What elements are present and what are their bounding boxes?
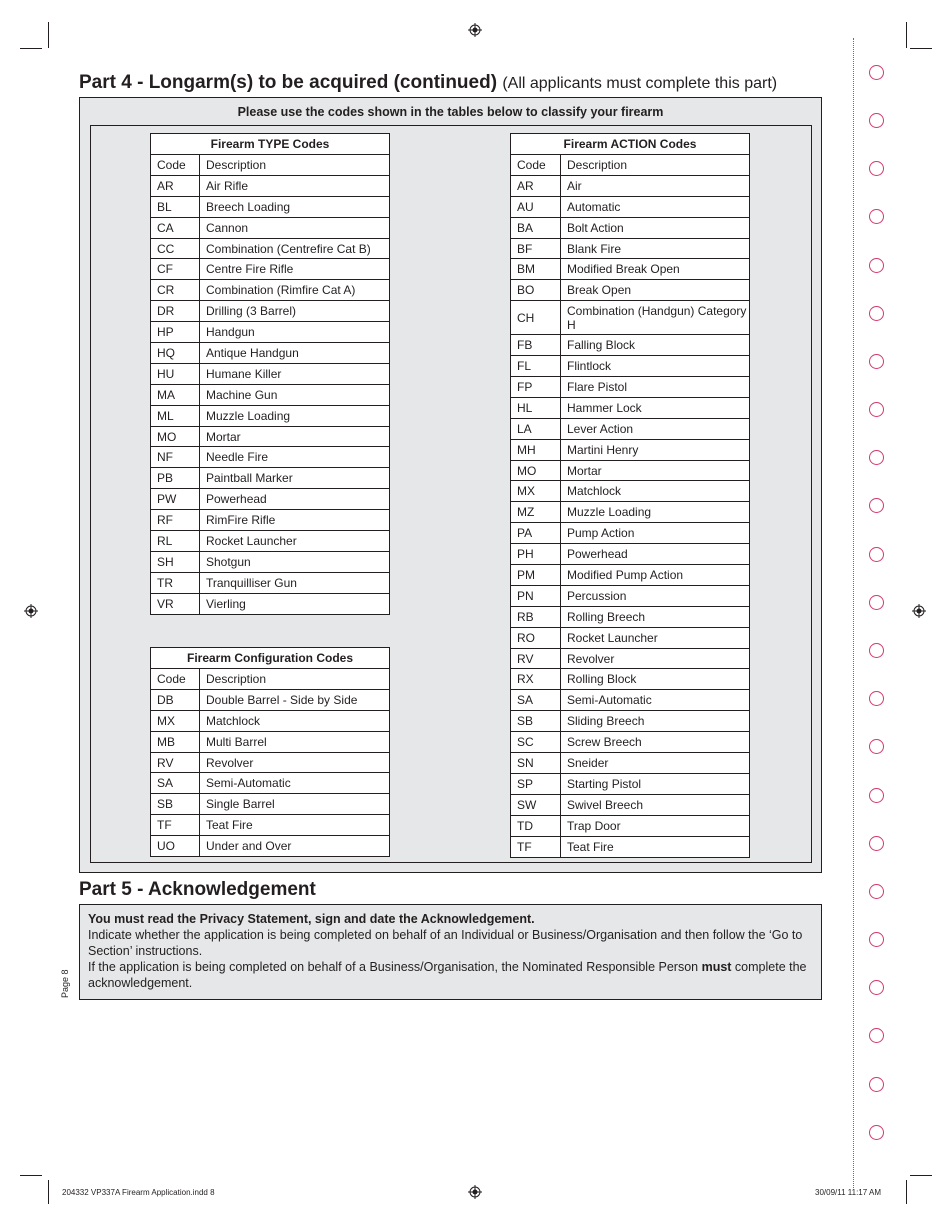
- code-cell: PW: [151, 489, 200, 510]
- privacy-instruction: You must read the Privacy Statement, sign and date the Acknowledgement.: [88, 912, 535, 926]
- description-cell: Handgun: [200, 322, 390, 343]
- description-cell: Breech Loading: [200, 196, 390, 217]
- part5-title: Part 5 - Acknowledgement: [79, 879, 316, 900]
- code-cell: BL: [151, 196, 200, 217]
- code-cell: PB: [151, 468, 200, 489]
- registration-mark-right-icon: [912, 604, 926, 618]
- description-cell: Rolling Breech: [561, 606, 750, 627]
- table-row: [151, 572, 390, 593]
- description-cell: Rocket Launcher: [561, 627, 750, 648]
- code-cell: PH: [511, 544, 561, 565]
- code-cell: UO: [151, 836, 200, 857]
- table-row: [511, 217, 750, 238]
- description-cell: Needle Fire: [200, 447, 390, 468]
- table-row: [511, 259, 750, 280]
- table-row: [151, 489, 390, 510]
- table-row: [151, 689, 390, 710]
- table-row: [511, 627, 750, 648]
- code-cell: RV: [511, 648, 561, 669]
- code-header: Code: [511, 155, 561, 176]
- description-cell: Powerhead: [200, 489, 390, 510]
- table-row: [151, 531, 390, 552]
- description-cell: Swivel Breech: [561, 794, 750, 815]
- table-row: [151, 322, 390, 343]
- description-cell: Screw Breech: [561, 732, 750, 753]
- table-row: [151, 510, 390, 531]
- part4-banner: Please use the codes shown in the tables below to classify your firearm: [237, 105, 664, 119]
- table-row: [511, 753, 750, 774]
- description-cell: Revolver: [200, 752, 390, 773]
- description-cell: Mortar: [200, 426, 390, 447]
- description-cell: Sliding Breech: [561, 711, 750, 732]
- description-cell: Flintlock: [561, 356, 750, 377]
- description-cell: Rocket Launcher: [200, 531, 390, 552]
- table-row: [511, 175, 750, 196]
- table-row: [151, 773, 390, 794]
- table-row: [511, 565, 750, 586]
- table-row: [511, 690, 750, 711]
- code-cell: RF: [151, 510, 200, 531]
- description-cell: Modified Pump Action: [561, 565, 750, 586]
- description-cell: Martini Henry: [561, 439, 750, 460]
- description-cell: Under and Over: [200, 836, 390, 857]
- description-cell: Mortar: [561, 460, 750, 481]
- type-table-title: Firearm TYPE Codes: [151, 134, 390, 155]
- code-cell: MH: [511, 439, 561, 460]
- description-cell: Teat Fire: [561, 836, 750, 857]
- table-row: [151, 426, 390, 447]
- code-cell: RV: [151, 752, 200, 773]
- table-row: [151, 384, 390, 405]
- description-cell: Muzzle Loading: [200, 405, 390, 426]
- firearm-action-codes-table: [510, 133, 750, 858]
- description-cell: Pump Action: [561, 523, 750, 544]
- table-row: [151, 752, 390, 773]
- code-cell: HU: [151, 363, 200, 384]
- table-row: [151, 468, 390, 489]
- table-row: [151, 551, 390, 572]
- table-row: [151, 836, 390, 857]
- description-cell: Powerhead: [561, 544, 750, 565]
- table-row: [511, 648, 750, 669]
- code-cell: SA: [151, 773, 200, 794]
- table-row: [511, 815, 750, 836]
- description-cell: Percussion: [561, 585, 750, 606]
- table-row: [511, 606, 750, 627]
- table-row: [151, 363, 390, 384]
- table-row: [511, 377, 750, 398]
- code-cell: VR: [151, 593, 200, 614]
- code-cell: SB: [151, 794, 200, 815]
- registration-mark-bottom-icon: [468, 1185, 482, 1199]
- code-cell: CF: [151, 259, 200, 280]
- code-cell: HP: [151, 322, 200, 343]
- code-cell: RB: [511, 606, 561, 627]
- description-cell: Multi Barrel: [200, 731, 390, 752]
- code-cell: NF: [151, 447, 200, 468]
- description-cell: Shotgun: [200, 551, 390, 572]
- description-cell: Starting Pistol: [561, 773, 750, 794]
- registration-mark-top-icon: [468, 23, 482, 37]
- table-row: [511, 196, 750, 217]
- table-row: [151, 217, 390, 238]
- code-cell: MO: [151, 426, 200, 447]
- description-cell: Falling Block: [561, 335, 750, 356]
- table-row: [151, 280, 390, 301]
- code-cell: BO: [511, 280, 561, 301]
- code-cell: MO: [511, 460, 561, 481]
- code-cell: DR: [151, 301, 200, 322]
- config-table-title: Firearm Configuration Codes: [151, 648, 390, 669]
- description-cell: Flare Pistol: [561, 377, 750, 398]
- table-row: [151, 593, 390, 614]
- table-row: [151, 259, 390, 280]
- table-row: [511, 523, 750, 544]
- description-header: Description: [561, 155, 750, 176]
- firearm-type-codes-table: [150, 133, 390, 615]
- description-cell: Revolver: [561, 648, 750, 669]
- table-row: [511, 460, 750, 481]
- table-row: [511, 773, 750, 794]
- table-row: [151, 175, 390, 196]
- description-cell: Matchlock: [200, 710, 390, 731]
- slug-filename: 204332 VP337A Firearm Application.indd 8: [62, 1188, 215, 1197]
- code-cell: FB: [511, 335, 561, 356]
- code-cell: MZ: [511, 502, 561, 523]
- table-row: [511, 502, 750, 523]
- description-header: Description: [200, 669, 390, 690]
- description-cell: Air: [561, 175, 750, 196]
- code-header: Code: [151, 669, 200, 690]
- code-cell: ML: [151, 405, 200, 426]
- description-cell: Combination (Centrefire Cat B): [200, 238, 390, 259]
- description-cell: Double Barrel - Side by Side: [200, 689, 390, 710]
- description-cell: Automatic: [561, 196, 750, 217]
- description-cell: Sneider: [561, 753, 750, 774]
- part4-title: Part 4 - Longarm(s) to be acquired (continued) (All applicants must complete this part): [79, 72, 778, 93]
- code-cell: SA: [511, 690, 561, 711]
- applicant-type-instruction: Indicate whether the application is being completed on behalf of an Individual or Business/Organisation and then follow the ‘Go to Section’ instructions.: [88, 928, 803, 958]
- description-cell: Lever Action: [561, 418, 750, 439]
- code-cell: HQ: [151, 343, 200, 364]
- description-cell: Trap Door: [561, 815, 750, 836]
- description-cell: Air Rifle: [200, 175, 390, 196]
- code-cell: BF: [511, 238, 561, 259]
- code-cell: MX: [151, 710, 200, 731]
- code-cell: TR: [151, 572, 200, 593]
- code-cell: AR: [151, 175, 200, 196]
- description-cell: Modified Break Open: [561, 259, 750, 280]
- code-cell: SB: [511, 711, 561, 732]
- code-cell: RL: [151, 531, 200, 552]
- binder-fold-line: [853, 38, 854, 1188]
- code-cell: BM: [511, 259, 561, 280]
- table-row: [151, 794, 390, 815]
- code-cell: TD: [511, 815, 561, 836]
- table-row: [151, 238, 390, 259]
- table-row: [511, 711, 750, 732]
- code-cell: CH: [511, 301, 561, 335]
- code-cell: FP: [511, 377, 561, 398]
- code-cell: AU: [511, 196, 561, 217]
- table-row: [511, 481, 750, 502]
- table-row: [151, 815, 390, 836]
- table-row: [511, 439, 750, 460]
- description-cell: Bolt Action: [561, 217, 750, 238]
- description-cell: Blank Fire: [561, 238, 750, 259]
- code-cell: MB: [151, 731, 200, 752]
- code-cell: MA: [151, 384, 200, 405]
- code-cell: FL: [511, 356, 561, 377]
- description-cell: Cannon: [200, 217, 390, 238]
- code-cell: RX: [511, 669, 561, 690]
- description-cell: RimFire Rifle: [200, 510, 390, 531]
- code-cell: SP: [511, 773, 561, 794]
- code-cell: CA: [151, 217, 200, 238]
- description-cell: Muzzle Loading: [561, 502, 750, 523]
- table-row: [511, 732, 750, 753]
- part4-subtitle: (All applicants must complete this part): [502, 75, 778, 92]
- code-cell: TF: [151, 815, 200, 836]
- description-cell: Combination (Handgun) Category H: [561, 301, 750, 335]
- table-row: [151, 343, 390, 364]
- code-cell: RO: [511, 627, 561, 648]
- description-cell: Semi-Automatic: [561, 690, 750, 711]
- table-row: [511, 238, 750, 259]
- code-cell: AR: [511, 175, 561, 196]
- description-cell: Humane Killer: [200, 363, 390, 384]
- table-row: [511, 418, 750, 439]
- table-row: [511, 585, 750, 606]
- code-header: Code: [151, 155, 200, 176]
- description-cell: Matchlock: [561, 481, 750, 502]
- firearm-configuration-codes-table: [150, 647, 390, 857]
- code-cell: CC: [151, 238, 200, 259]
- action-table-title: Firearm ACTION Codes: [511, 134, 750, 155]
- table-row: [511, 794, 750, 815]
- table-row: [151, 301, 390, 322]
- description-cell: Antique Handgun: [200, 343, 390, 364]
- code-cell: PA: [511, 523, 561, 544]
- table-row: [151, 196, 390, 217]
- code-cell: SN: [511, 753, 561, 774]
- description-cell: Rolling Block: [561, 669, 750, 690]
- description-cell: Machine Gun: [200, 384, 390, 405]
- table-row: [511, 836, 750, 857]
- code-cell: SH: [151, 551, 200, 572]
- code-cell: PN: [511, 585, 561, 606]
- registration-mark-left-icon: [24, 604, 38, 618]
- table-row: [511, 301, 750, 335]
- description-header: Description: [200, 155, 390, 176]
- description-cell: Teat Fire: [200, 815, 390, 836]
- description-cell: Paintball Marker: [200, 468, 390, 489]
- description-cell: Semi-Automatic: [200, 773, 390, 794]
- page-number: Page 8: [60, 969, 70, 998]
- code-cell: PM: [511, 565, 561, 586]
- table-row: [151, 447, 390, 468]
- code-cell: LA: [511, 418, 561, 439]
- code-cell: SC: [511, 732, 561, 753]
- code-cell: MX: [511, 481, 561, 502]
- description-cell: Single Barrel: [200, 794, 390, 815]
- table-row: [511, 669, 750, 690]
- slug-date: 30/09/11 11:17 AM: [815, 1188, 881, 1197]
- code-cell: HL: [511, 397, 561, 418]
- table-row: [151, 405, 390, 426]
- code-cell: BA: [511, 217, 561, 238]
- code-cell: CR: [151, 280, 200, 301]
- table-row: [151, 710, 390, 731]
- description-cell: Combination (Rimfire Cat A): [200, 280, 390, 301]
- description-cell: Break Open: [561, 280, 750, 301]
- table-row: [511, 544, 750, 565]
- table-row: [511, 356, 750, 377]
- code-cell: TF: [511, 836, 561, 857]
- table-row: [511, 397, 750, 418]
- description-cell: Tranquilliser Gun: [200, 572, 390, 593]
- description-cell: Drilling (3 Barrel): [200, 301, 390, 322]
- code-cell: SW: [511, 794, 561, 815]
- description-cell: Vierling: [200, 593, 390, 614]
- table-row: [151, 731, 390, 752]
- part5-instructions-panel: [79, 904, 822, 1000]
- code-cell: DB: [151, 689, 200, 710]
- description-cell: Centre Fire Rifle: [200, 259, 390, 280]
- table-row: [511, 335, 750, 356]
- business-instruction: If the application is being completed on behalf of a Business/Organisation, the Nominated Responsible Person must complete the acknowledgement.: [88, 960, 807, 990]
- description-cell: Hammer Lock: [561, 397, 750, 418]
- table-row: [511, 280, 750, 301]
